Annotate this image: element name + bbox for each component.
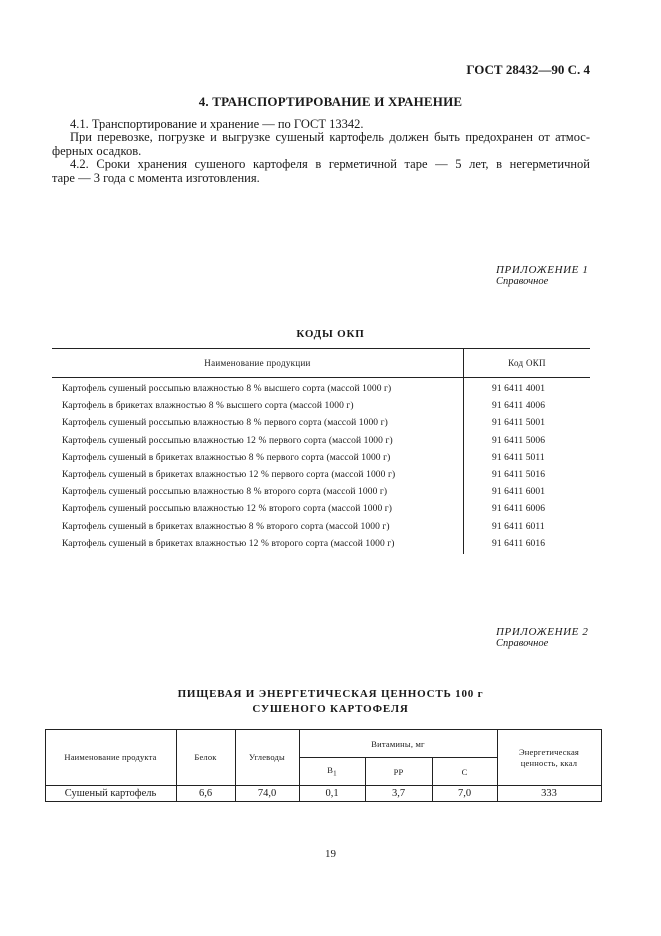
table-row bbox=[52, 535, 590, 552]
header-product: Наименование продукта bbox=[64, 752, 157, 762]
nutrition-table-title-line2: СУШЕНОГО КАРТОФЕЛЯ bbox=[252, 703, 409, 715]
okp-code: 91 6411 5016 bbox=[492, 469, 546, 480]
header-pp: PP bbox=[393, 767, 404, 777]
okp-code: 91 6411 6011 bbox=[492, 521, 545, 532]
paragraph-4-2-line2: таре — 3 года с момента изготовления. bbox=[52, 171, 260, 185]
okp-code: 91 6411 4001 bbox=[492, 384, 546, 394]
paragraph-4-1: 4.1. Транспортирование и хранение — по ГОСТ 13342. bbox=[70, 117, 364, 131]
vitamins-subheader-line bbox=[299, 757, 497, 758]
okp-code: 91 6411 6006 bbox=[492, 504, 546, 515]
cell-pp: 3,7 bbox=[391, 788, 406, 799]
product-name: Картофель сушеный в брикетах влажностью 12 % первого сорта (массой 1000 г) bbox=[62, 469, 396, 480]
okp-code: 91 6411 5001 bbox=[492, 418, 546, 429]
table-row bbox=[52, 432, 590, 449]
cell-energy: 333 bbox=[541, 788, 557, 799]
header-energy-line1: Энергетическая bbox=[518, 747, 580, 757]
col-header-name: Наименование продукции bbox=[52, 349, 464, 377]
nutrition-table bbox=[45, 729, 602, 802]
paragraph-4-2-line1: 4.2. Сроки хранения сушеного картофеля в герметичной таре — 5 лет, в негерметичной bbox=[70, 157, 590, 171]
cell-carbs: 74,0 bbox=[257, 788, 277, 799]
product-name: Картофель сушеный россыпью влажностью 8 % высшего сорта (массой 1000 г) bbox=[62, 384, 392, 394]
page-number: 19 bbox=[325, 848, 336, 860]
header-c: C bbox=[461, 767, 468, 777]
product-name: Картофель сушеный в брикетах влажностью 8 % второго сорта (массой 1000 г) bbox=[62, 521, 390, 532]
nutrition-table-title-line1: ПИЩЕВАЯ И ЭНЕРГЕТИЧЕСКАЯ ЦЕННОСТЬ 100 г bbox=[177, 688, 484, 700]
document-code: ГОСТ 28432—90 С. 4 bbox=[466, 62, 590, 77]
table-row bbox=[52, 380, 590, 397]
appendix2-label: ПРИЛОЖЕНИЕ 2 bbox=[496, 626, 589, 638]
okp-code: 91 6411 5006 bbox=[492, 435, 546, 446]
table-row bbox=[52, 414, 590, 431]
cell-c: 7,0 bbox=[457, 788, 472, 799]
section-title: 4. ТРАНСПОРТИРОВАНИЕ И ХРАНЕНИЕ bbox=[198, 94, 463, 109]
okp-table bbox=[52, 348, 590, 552]
header-b1 bbox=[299, 765, 365, 778]
okp-code: 91 6411 4006 bbox=[492, 401, 546, 412]
product-name: Картофель сушеный россыпью влажностью 12 % первого сорта (массой 1000 г) bbox=[62, 435, 393, 446]
b1-letter: B bbox=[327, 765, 334, 775]
okp-code: 91 6411 6001 bbox=[492, 487, 546, 498]
table-border-right bbox=[601, 729, 602, 802]
okp-table-header bbox=[52, 348, 590, 378]
product-name: Картофель сушеный в брикетах влажностью 8 % первого сорта (массой 1000 г) bbox=[62, 452, 391, 463]
cell-b1: 0,1 bbox=[325, 788, 339, 799]
cell-protein: 6,6 bbox=[198, 788, 213, 799]
paragraph-transport-line1: При перевозке, погрузке и выгрузке сушеный картофель должен быть предохранен от атмос- bbox=[70, 130, 590, 144]
product-name: Картофель в брикетах влажностью 8 % высшего сорта (массой 1000 г) bbox=[62, 401, 354, 412]
table-row bbox=[52, 518, 590, 535]
product-name: Картофель сушеный в брикетах влажностью 12 % второго сорта (массой 1000 г) bbox=[62, 538, 395, 549]
table-row bbox=[52, 397, 590, 414]
table-row bbox=[52, 500, 590, 517]
okp-code: 91 6411 6016 bbox=[492, 538, 546, 549]
okp-table-title: КОДЫ ОКП bbox=[296, 328, 365, 340]
okp-table-body bbox=[52, 378, 590, 552]
header-carbs: Углеводы bbox=[249, 752, 285, 762]
cell-product: Сушеный картофель bbox=[64, 788, 157, 799]
header-energy-line2: ценность, ккал bbox=[520, 758, 578, 768]
okp-code: 91 6411 5011 bbox=[492, 452, 545, 463]
appendix1-label: ПРИЛОЖЕНИЕ 1 bbox=[496, 264, 589, 276]
table-row bbox=[52, 466, 590, 483]
col-header-code: Код ОКП bbox=[508, 358, 546, 368]
table-border-top bbox=[45, 729, 602, 730]
header-bottom-line bbox=[45, 785, 602, 786]
table-border-bottom bbox=[45, 801, 602, 802]
b1-subscript: 1 bbox=[333, 769, 337, 778]
appendix1-subtitle: Справочное bbox=[496, 276, 549, 287]
product-name: Картофель сушеный россыпью влажностью 12 % второго сорта (массой 1000 г) bbox=[62, 504, 393, 515]
product-name: Картофель сушеный россыпью влажностью 8 % первого сорта (массой 1000 г) bbox=[62, 418, 388, 429]
header-protein: Белок bbox=[194, 752, 217, 762]
table-row bbox=[52, 483, 590, 500]
product-name: Картофель сушеный россыпью влажностью 8 % второго сорта (массой 1000 г) bbox=[62, 487, 388, 498]
paragraph-transport-line2: ферных осадков. bbox=[52, 144, 142, 158]
appendix2-subtitle: Справочное bbox=[496, 638, 549, 649]
header-vitamins: Витамины, мг bbox=[371, 739, 425, 749]
table-row bbox=[52, 449, 590, 466]
